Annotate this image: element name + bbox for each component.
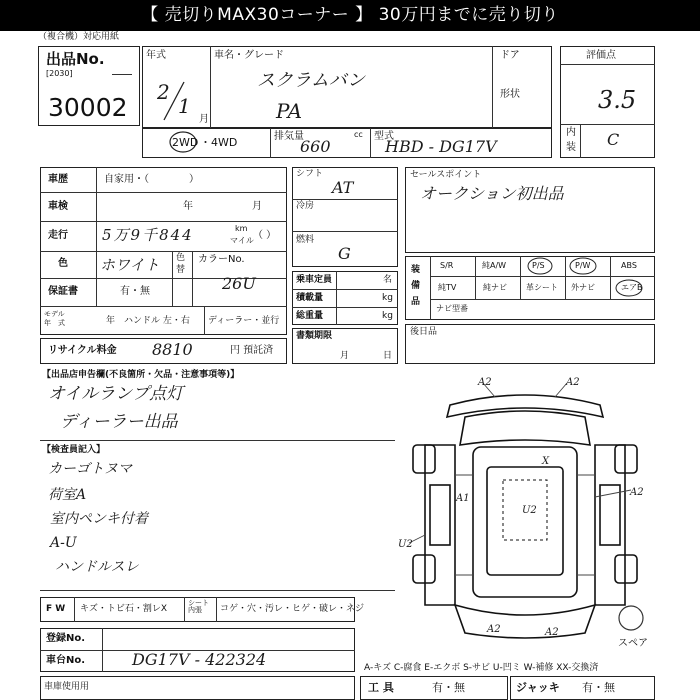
- door-label: ドア: [500, 50, 520, 61]
- jack-label: ジャッキ: [516, 681, 560, 694]
- handle-label: ハンドル 左・右: [124, 316, 190, 326]
- drive-2wd: 2WD: [172, 136, 199, 149]
- after-goods-box: [405, 324, 655, 364]
- diagram-mark-left-door: A1: [456, 493, 470, 504]
- equipment-label-1: 装: [411, 265, 421, 275]
- mileage-label: 走行: [48, 230, 68, 241]
- dealer-label: ディーラー・並行: [208, 316, 280, 326]
- deadline-label: 書類期限: [296, 331, 333, 341]
- model-year-label-2: 年 式: [44, 319, 65, 327]
- model-name-value: スクラムバン: [257, 70, 365, 91]
- jack-value: 有・無: [582, 681, 615, 694]
- seat-label: シート 内張: [188, 599, 209, 614]
- month-unit: 月: [199, 114, 209, 125]
- interior-score: C: [607, 130, 620, 149]
- equip-alloy: 純A/W: [482, 261, 507, 270]
- score-label: 評価点: [586, 50, 616, 61]
- color-change-1: 色: [176, 253, 186, 263]
- equip-airbag: エアB: [621, 283, 643, 292]
- tools-value: 有・無: [432, 681, 465, 694]
- diagram-mark-roof: X: [542, 456, 550, 467]
- diagram-mark-front-left: A2: [478, 377, 492, 388]
- mileage-unit-km: km: [235, 224, 248, 233]
- model-year-label-1: モデル: [44, 310, 65, 318]
- tools-label: 工 具: [368, 681, 394, 694]
- drive-4wd: ・4WD: [200, 136, 238, 149]
- interior-label-1: 内: [566, 127, 576, 138]
- color-change-2: 替: [176, 265, 186, 275]
- load-label: 積載量: [296, 293, 324, 303]
- equip-pw-circle: [568, 256, 598, 276]
- chassis-label: 車台No.: [46, 655, 86, 666]
- lot-code: [2030]: [46, 69, 73, 78]
- inspector-label: 【検査員記入】: [42, 445, 106, 455]
- vehicle-use-label: 車庫使用用: [44, 682, 90, 692]
- fw-label: F W: [46, 604, 66, 614]
- month-value: 1: [178, 94, 191, 118]
- equip-pw: P/W: [575, 261, 591, 270]
- inspector-note-3: 室内ペンキ付着: [50, 511, 148, 527]
- equip-tv: 純TV: [438, 283, 457, 292]
- year-value: 2: [157, 80, 170, 104]
- damage-legend: A-キズ C-腐食 E-エクボ S-サビ U-凹ミ W-補修 XX-交換済: [364, 663, 599, 673]
- deadline-month: 月: [340, 351, 350, 361]
- equip-leather: 革シート: [526, 283, 558, 292]
- equip-airbag-circle: [614, 278, 644, 298]
- mileage-unit-mile: マイル: [230, 236, 254, 245]
- shape-label: 形状: [500, 89, 520, 100]
- equip-ps: P/S: [532, 261, 545, 270]
- equip-sr: S/R: [440, 261, 454, 270]
- inspector-note-5: ハンドルスレ: [55, 559, 139, 575]
- diagram-mark-right-side: A2: [630, 487, 644, 498]
- recycle-label: リサイクル料金: [48, 345, 117, 356]
- equip-ps-circle: [526, 256, 554, 276]
- lot-label: 出品No.: [46, 50, 105, 68]
- banner-title: 【 売切りMAX30コーナー 】 30万円までに売り切り: [0, 0, 700, 31]
- diagram-mark-rear-left: A2: [487, 624, 501, 635]
- declaration-label: 【出品店申告欄(不良箇所・欠品・注意事項等)】: [42, 370, 240, 380]
- history-label: 車歴: [48, 174, 68, 185]
- diagram-mark-rear-right: A2: [545, 627, 559, 638]
- color-label: 色: [58, 258, 68, 269]
- deadline-day: 日: [383, 351, 393, 361]
- shift-label: シフト: [296, 169, 324, 179]
- seat-items: コゲ・穴・汚レ・ヒゲ・破レ・ネジ: [220, 604, 365, 614]
- equipment-label-2: 備: [411, 281, 421, 291]
- warranty-value: 有・無: [120, 286, 150, 297]
- warranty-label: 保証書: [48, 286, 78, 297]
- diagram-mark-left-rear: U2: [398, 539, 413, 550]
- registration-label: 登録No.: [46, 633, 86, 644]
- fuel-value: G: [338, 244, 351, 263]
- interior-label-2: 装: [566, 142, 576, 153]
- inspector-note-4: A-U: [50, 535, 77, 551]
- model-grade-value: PA: [276, 99, 303, 123]
- weight-label: 総重量: [296, 311, 324, 321]
- diagram-mark-cargo: U2: [522, 505, 537, 516]
- form-label: （複合機）対応用紙: [38, 32, 120, 42]
- model-code-value: HBD - DG17V: [385, 137, 497, 156]
- displacement-label: 排気量: [274, 131, 304, 142]
- chassis-value: DG17V - 422324: [132, 650, 267, 669]
- model-code-label: 型式: [374, 131, 394, 142]
- inspection-month: 月: [252, 201, 262, 212]
- declaration-line-2: ディーラー出品: [60, 412, 178, 432]
- load-unit: kg: [382, 293, 393, 303]
- sales-point-value: オークション初出品: [420, 184, 564, 203]
- inspection-year: 年: [183, 201, 193, 212]
- displacement-unit: cc: [354, 130, 363, 139]
- recycle-unit: 円 預託済: [230, 345, 274, 356]
- fw-items: キズ・トビ石・割レX: [80, 604, 167, 614]
- capacity-label: 乗車定員: [296, 275, 333, 285]
- weight-unit: kg: [382, 311, 393, 321]
- score-value: 3.5: [598, 86, 637, 114]
- model-name-label: 車名・グレード: [214, 50, 284, 61]
- navi-model-label: ナビ型番: [436, 304, 468, 313]
- shift-value: AT: [332, 178, 354, 197]
- diagram-mark-front-right: A2: [566, 377, 580, 388]
- model-year-unit: 年: [106, 316, 116, 326]
- inspector-note-1: カーゴトヌマ: [48, 461, 132, 477]
- sales-point-label: セールスポイント: [410, 170, 482, 180]
- displacement-value: 660: [300, 137, 331, 156]
- color-value: ホワイト: [100, 256, 160, 274]
- history-value: 自家用・（ ）: [104, 174, 199, 185]
- equip-navi: 純ナビ: [483, 283, 507, 292]
- mileage-value: 5万9千844: [102, 226, 194, 244]
- recycle-value: 8810: [152, 340, 193, 359]
- after-goods-label: 後日品: [410, 327, 438, 337]
- equip-ext-navi: 外ナビ: [571, 283, 595, 292]
- spare-tire-icon: [617, 604, 645, 632]
- equip-abs: ABS: [621, 261, 637, 270]
- year-label: 年式: [146, 50, 166, 61]
- inspection-label: 車検: [48, 201, 68, 212]
- equipment-label-3: 品: [411, 297, 421, 307]
- capacity-unit: 名: [383, 275, 393, 285]
- declaration-line-1: オイルランプ点灯: [48, 384, 184, 404]
- inspector-note-2: 荷室A: [48, 487, 87, 503]
- lot-number: 30002: [48, 93, 128, 122]
- fuel-label: 燃料: [296, 235, 315, 245]
- mileage-suffix: （ ）: [253, 230, 277, 241]
- color-number-label: カラーNo.: [198, 254, 245, 265]
- spare-label: スペア: [618, 638, 648, 649]
- color-number-value: 26U: [222, 274, 256, 293]
- aircon-label: 冷房: [296, 201, 315, 211]
